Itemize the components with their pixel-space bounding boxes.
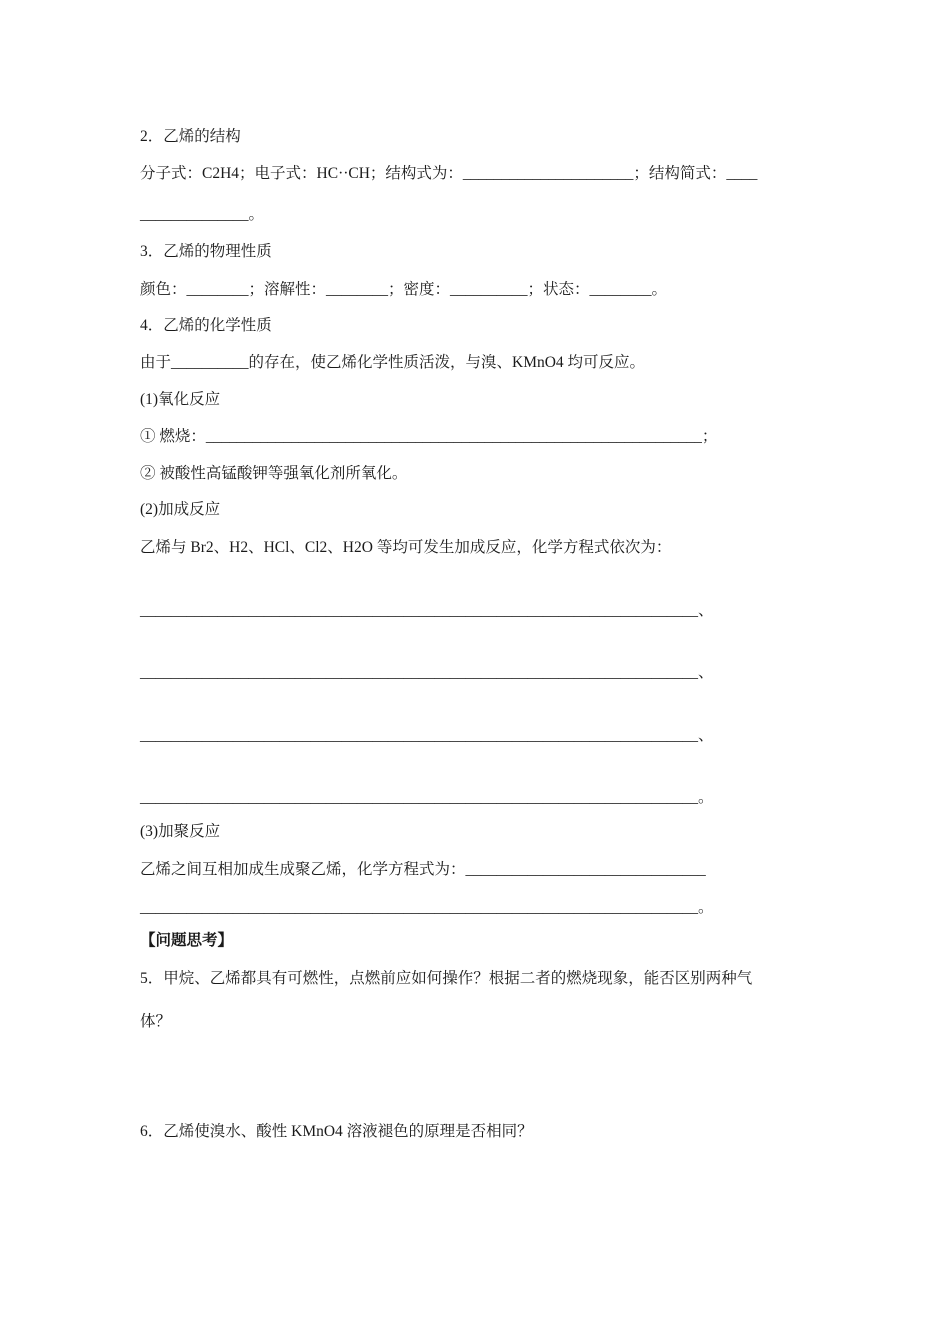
question-5-line-1: 5．甲烷、乙烯都具有可燃性，点燃前应如何操作？根据二者的燃烧现象，能否区别两种气 <box>140 970 753 987</box>
oxidation-title: (1)氧化反应 <box>140 391 221 408</box>
question-5-line-2: 体？ <box>140 1013 172 1030</box>
polymer-blank: ________________________________________________________________________。 <box>140 899 714 916</box>
addition-intro: 乙烯与 Br2、H2、HCl、Cl2、H2O 等均可发生加成反应，化学方程式依次为： <box>140 539 672 556</box>
structure-formulas: 分子式：C2H4；电子式：HC··CH；结构式为：______________________；结构简式：____ <box>140 165 758 182</box>
section-2-title: 2．乙烯的结构 <box>140 128 241 145</box>
chemical-properties-intro: 由于__________的存在，使乙烯化学性质活泼，与溴、KMnO4 均可反应。 <box>140 354 646 371</box>
think-title: 【问题思考】 <box>140 932 234 949</box>
question-6: 6．乙烯使溴水、酸性 KMnO4 溶液褪色的原理是否相同？ <box>140 1123 533 1140</box>
addition-blank-3: ________________________________________________________________________、 <box>140 727 714 744</box>
addition-title: (2)加成反应 <box>140 501 221 518</box>
section-4-title: 4．乙烯的化学性质 <box>140 317 272 334</box>
structure-formulas-continued: ______________。 <box>140 206 265 223</box>
polymer-intro: 乙烯之间互相加成生成聚乙烯，化学方程式为：_______________________________ <box>140 861 706 878</box>
kmno4-oxidation-line: ② 被酸性高锰酸钾等强氧化剂所氧化。 <box>140 465 408 482</box>
addition-blank-2: ________________________________________________________________________、 <box>140 664 714 681</box>
combustion-line: ① 燃烧：________________________________________________________________； <box>140 428 718 445</box>
addition-blank-1: ________________________________________________________________________、 <box>140 602 714 619</box>
addition-blank-4: ________________________________________________________________________。 <box>140 789 714 806</box>
section-3-title: 3．乙烯的物理性质 <box>140 243 272 260</box>
physical-properties: 颜色：________；溶解性：________；密度：__________；状态：________。 <box>140 281 668 298</box>
polymer-title: (3)加聚反应 <box>140 823 221 840</box>
